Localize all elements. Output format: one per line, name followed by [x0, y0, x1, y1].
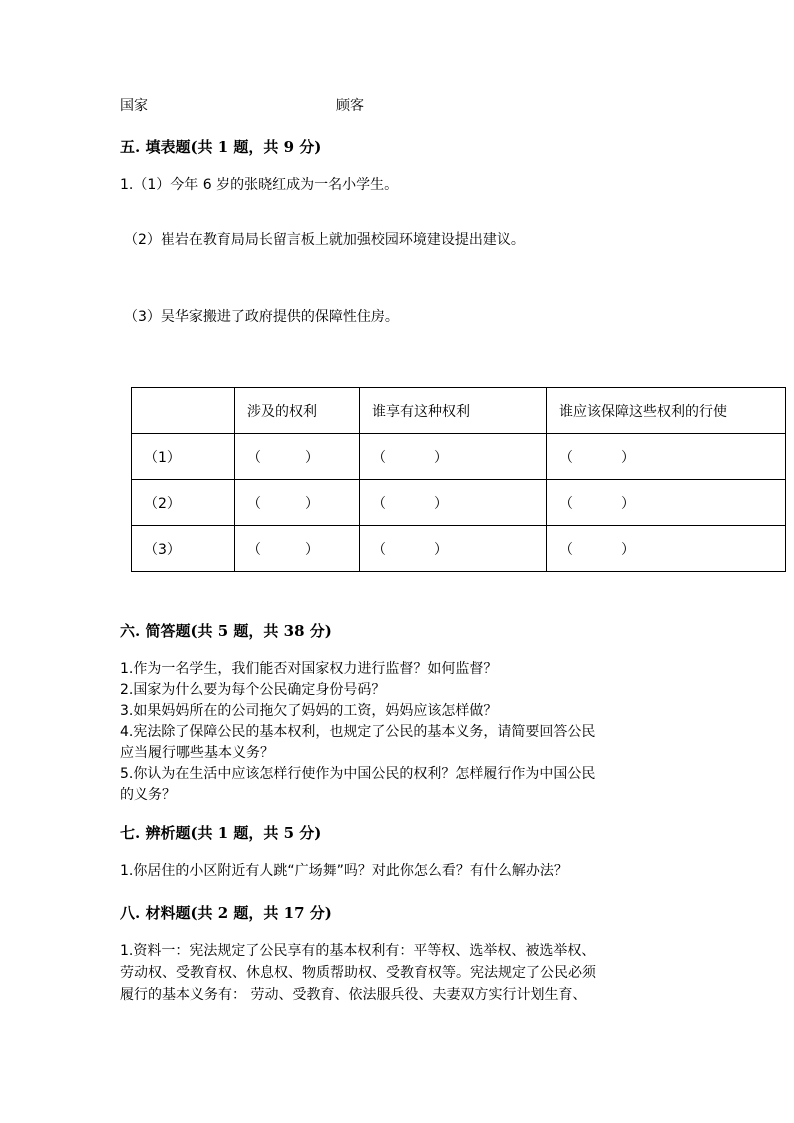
row-label: （2）: [132, 480, 235, 526]
section8-line: 1.资料一：宪法规定了公民享有的基本权利有：平等权、选举权、被选举权、: [120, 943, 596, 959]
table-header-cell: 涉及的权利: [235, 388, 360, 434]
open-paren: （: [559, 541, 573, 558]
answer-blank[interactable]: [360, 434, 547, 480]
section5-question-1: 1.（1）今年 6 岁的张晓红成为一名小学生。: [120, 177, 399, 193]
section6-line: 1.作为一名学生，我们能否对国家权力进行监督？如何监督？: [120, 661, 498, 677]
answer-blank[interactable]: [360, 480, 547, 526]
section5-question-2: （2）崔岩在教育局局长留言板上就加强校园环境建设提出建议。: [124, 232, 525, 248]
answer-blank[interactable]: [547, 526, 786, 572]
row-label: （1）: [132, 434, 235, 480]
top-line-right: 顾客: [336, 98, 364, 114]
close-paren: ）: [305, 449, 319, 466]
open-paren: （: [247, 495, 261, 512]
table-header-cell: 谁享有这种权利: [360, 388, 547, 434]
open-paren: （: [247, 449, 261, 466]
section7-question-1: 1.你居住的小区附近有人跳“广场舞”吗？对此你怎么看？有什么解办法？: [120, 863, 568, 879]
open-paren: （: [372, 495, 386, 512]
section5-heading: 五. 填表题(共 1 题，共 9 分): [120, 138, 322, 156]
section6-line: 应当履行哪些基本义务？: [120, 745, 274, 761]
table-header-row: [132, 388, 786, 434]
close-paren: ）: [621, 449, 635, 466]
section6-heading: 六. 简答题(共 5 题，共 38 分): [120, 622, 332, 640]
open-paren: （: [372, 541, 386, 558]
row-label: （3）: [132, 526, 235, 572]
close-paren: ）: [621, 541, 635, 558]
table-header-cell: 谁应该保障这些权利的行使: [547, 388, 786, 434]
section5-question-3: （3）吴华家搬进了政府提供的保障性住房。: [124, 309, 399, 325]
table-row: [132, 480, 786, 526]
table-row: [132, 434, 786, 480]
top-line-left: 国家: [120, 98, 148, 114]
section6-line: 3.如果妈妈所在的公司拖欠了妈妈的工资，妈妈应该怎样做？: [120, 703, 498, 719]
section6-line: 5.你认为在生活中应该怎样行使作为中国公民的权利？怎样履行作为中国公民: [120, 766, 596, 782]
section8-line: 履行的基本义务有： 劳动、受教育、依法服兵役、夫妻双方实行计划生育、: [120, 987, 587, 1003]
open-paren: （: [559, 495, 573, 512]
open-paren: （: [372, 449, 386, 466]
close-paren: ）: [434, 495, 448, 512]
close-paren: ）: [434, 541, 448, 558]
close-paren: ）: [305, 541, 319, 558]
answer-blank[interactable]: [235, 434, 360, 480]
table-header-cell: [132, 388, 235, 434]
section8-heading: 八. 材料题(共 2 题，共 17 分): [120, 904, 332, 922]
section8-line: 劳动权、受教育权、休息权、物质帮助权、受教育权等。宪法规定了公民必须: [120, 965, 596, 981]
section6-line: 的义务？: [120, 787, 176, 803]
close-paren: ）: [621, 495, 635, 512]
answer-blank[interactable]: [547, 480, 786, 526]
answer-blank[interactable]: [547, 434, 786, 480]
open-paren: （: [247, 541, 261, 558]
section6-line: 2.国家为什么要为每个公民确定身份号码？: [120, 682, 386, 698]
section7-heading: 七. 辨析题(共 1 题，共 5 分): [120, 824, 322, 842]
open-paren: （: [559, 449, 573, 466]
close-paren: ）: [305, 495, 319, 512]
close-paren: ）: [434, 449, 448, 466]
table-row: [132, 526, 786, 572]
section6-line: 4.宪法除了保障公民的基本权利，也规定了公民的基本义务，请简要回答公民: [120, 724, 596, 740]
answer-blank[interactable]: [235, 526, 360, 572]
answer-blank[interactable]: [360, 526, 547, 572]
rights-table: [131, 387, 786, 572]
answer-blank[interactable]: [235, 480, 360, 526]
